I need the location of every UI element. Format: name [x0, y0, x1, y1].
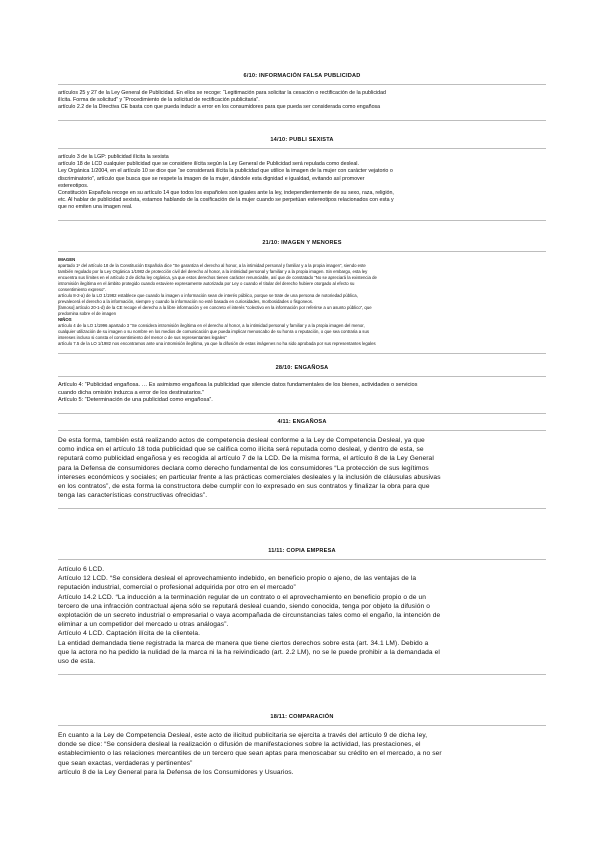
paragraph-line: artículo 4 de la LO 1/1996 apartado 3 “Se considera intromisión ilegítima en el derecho al honor, a la intimidad personal y familiar y a la propia imagen del menor, [58, 323, 365, 328]
paragraph-line: consentimiento expreso”. [58, 287, 107, 292]
paragraph-line: en los contratos”, de esta forma la constructora debe cumplir con lo expresado en sus contratos y finalizar la obra para que [58, 483, 430, 491]
paragraph-line: que la actora no ha pedido la nulidad de la marca ni la ha reivindicado (art. 2.2 LM), no se le puede prohibir a la demandada el [58, 648, 440, 656]
section-title: 21/10: IMAGEN Y MENORES [262, 240, 342, 246]
paragraph-line: discriminatorio”, artículo que busca que se respete la imagen de la mujer, dándole esta dignidad e igualdad, evitando así promover [58, 175, 365, 182]
divider [58, 376, 546, 377]
section-title: 28/10: ENGAÑOSA [275, 365, 329, 371]
section-comparacion [58, 714, 546, 777]
section-body [58, 257, 546, 347]
divider [58, 559, 546, 560]
section-title: 18/11: COMPARACIÓN [270, 714, 334, 720]
paragraph-line: intereses incluso si consta el consentimiento del menor o de sus representantes legales” [58, 335, 227, 340]
divider [58, 251, 546, 252]
paragraph-line: artículo 18 de LCD cualquier publicidad que se considere ilícita según la Ley General de Publicidad será repulada como desleal. [58, 161, 359, 168]
divider [58, 220, 546, 221]
divider [58, 508, 546, 509]
section-informacion-falsa [58, 73, 546, 121]
paragraph-line: para la Defensa de consumidores declara como derecho fundamental de los consumidores “La protección de sus legítimos [58, 464, 429, 472]
divider [58, 84, 546, 85]
paragraph-line: Artículo 4: “Publicidad engañosa. … Es asimismo engañosa la publicidad que silencie datos fundamentales de los bienes, actividades o servicios [58, 382, 418, 388]
paragraph-line: etc. Al hablar de publicidad sexista, estamos hablando de la cosificación de la mujer cuando se perpetúan estereotipos relacionados con esta y [58, 197, 394, 204]
paragraph-line: Artículo 4 LCD. Captación ilícita de la clientela. [58, 630, 201, 638]
paragraph-line: artículo 3 de la LGP: publicidad ilícita la sexista [58, 154, 169, 160]
paragraph-line: De esta forma, también está realizando actos de competencia desleal conforme a la Ley de Competencia Desleal, ya que [58, 437, 425, 444]
paragraph-line: tenga las características constructivas ofrecidas”. [58, 492, 208, 500]
subheading-imagen: IMAGEN [58, 257, 76, 262]
paragraph-line: Artículo 12 LCD. “Se considera desleal el aprovechamiento indebido, en beneficio propio o ajeno, de las ventajas de la [58, 575, 417, 583]
section-body [58, 382, 546, 405]
subheading-ninos: NIÑOS [58, 317, 72, 322]
paragraph-line: encuentra sus límites en el artículo 2 de dicha ley orgánica, ya que estos derechos tienen carácter renunciable, así que de constatado “No se apreciará la existencia de [58, 275, 377, 280]
paragraph-line: explotación de un secreto industrial o empresarial o vaya acompañada de circunstancias tales como el engaño, la intención de [58, 612, 441, 620]
divider [58, 120, 546, 121]
paragraph-line: artículo 8 de la Ley General para la Defensa de los Consumidores y Usuarios. [58, 768, 294, 776]
paragraph-line: uso de esta. [58, 658, 96, 666]
divider [58, 148, 546, 149]
paragraph-line: Artículo 5: “Determinación de una publicidad como engañosa”. [58, 397, 213, 404]
paragraph-line: artículo 2.2 de la Directiva CE basta con que pueda inducir a error en los consumidores para que pueda ser considerada como engañosa [58, 104, 381, 111]
section-enganosa-0411 [58, 419, 546, 509]
section-body [58, 154, 546, 212]
paragraph-line: intereses económicos y sociales; en particular frente a las prácticas comerciales desleales y la inclusión de cláusulas abusivas [58, 473, 441, 481]
paragraph-line: donde se dice: “Se considera desleal la realización o difusión de manifestaciones sobre la actividad, las prestaciones, el [58, 741, 421, 749]
paragraph-line: Artículo 6 LCD. [58, 566, 105, 573]
section-title: 6/10: INFORMACIÓN FALSA PUBLICIDAD [243, 73, 361, 79]
section-title: 11/11: COPIA EMPRESA [268, 548, 336, 554]
section-imagen-menores [58, 240, 546, 354]
paragraph-line: como indica en el artículo 18 toda publicidad que se califica como ilícita será reputada como desleal, y dentro de esta, se [58, 446, 424, 454]
paragraph-line: predomina sobre el de imagen [58, 311, 117, 316]
paragraph-line: La entidad demandada tiene registrada la marca de manera que tiene ciertos derechos sobre esta (art. 34.1 LM). Debido a [58, 639, 429, 647]
paragraph-line: cualquier utilización de su imagen o su nombre en los medios de comunicación que pueda implicar menoscabo de su honra o reputación, o que sea contraria a sus [58, 329, 369, 334]
paragraph-line: tercero de una infracción contractual ajena sólo se reputará desleal cuando, siendo conocida, tenga por objeto la difusión o [58, 602, 430, 610]
paragraph-line: apartado 1º del artículo 18 de la Constitución Española dice “Se garantiza el derecho al honor, a la intimidad personal y familiar y a la propia imagen”, siendo este [58, 263, 366, 268]
paragraph-line: artículos 25 y 27 de la Ley General de Publicidad. En ellos se recoge: “Legitimación para solicitar la cesación o rectificación de la publicidad [58, 90, 387, 96]
paragraph-line: Ley Orgánica 1/2004, en el artículo 10 se dice que “se considerará ilícita la publicidad que utilice la imagen de la mujer con carácter vejatorio o [58, 168, 393, 175]
paragraph-line: Constitución Española recoge en su artículo 14 que todos los españoles son iguales ante la ley, independientemente de su sexo, raza, religión, [58, 190, 394, 197]
paragraph-line: cuando dicha omisión induzca a error de los destinatarios.” [58, 389, 205, 396]
paragraph-line: que sean exactas, verdaderas y pertinentes” [58, 759, 193, 767]
section-body [58, 565, 546, 666]
paragraph-line: [famoso] artículo 20-1-d) de la CE recoge el derecho a la libre información y en concreto el interés “colectivo en la información por referirse a un asunto público”, que [58, 305, 372, 310]
section-enganosa-2810 [58, 365, 546, 414]
paragraph-line: intromisión ilegítima en el ámbito protegido cuando estuviere expresamente autorizada por Ley o cuando el titular del derecho hubiere otorgado al efecto su [58, 281, 355, 286]
paragraph-line: Artículo 14.2 LCD. “La inducción a la terminación regular de un contrato o el aprovechamiento en beneficio propio o de un [58, 593, 427, 601]
section-copia-empresa [58, 548, 546, 675]
section-body [58, 90, 546, 112]
paragraph-line: reputación industrial, comercial o profesional adquirida por otro en el mercado” [58, 584, 296, 592]
section-body [58, 436, 546, 500]
section-publi-sexista [58, 137, 546, 221]
paragraph-line: que no emiten una imagen real. [58, 204, 133, 211]
paragraph-line: artículo 8-2-a) de la LO 1/1982 establece que cuando la imagen o información sean de interés público, porque se trate de una persona de notoriedad pública, [58, 293, 358, 298]
paragraph-line: también regulado por la Ley Orgánica 1/1982 de protección civil del derecho al honor, a la intimidad personal y familiar y a la propia imagen. Sin embargo, esta ley [58, 269, 368, 274]
divider [58, 430, 546, 431]
paragraph-line: establecimiento o las relaciones mercantiles de un tercero que sean aptas para menoscabar su crédito en el mercado, a no ser [58, 750, 442, 758]
paragraph-line: reputará como publicidad engañosa y es recogida al artículo 7 de la LCD. De la misma forma, el artículo 8 de la Ley General [58, 455, 434, 463]
paragraph-line: En cuanto a la Ley de Competencia Desleal, este acto de ilicitud publicitaria se ejercita a través del artículo 9 de dicha ley, [58, 732, 428, 739]
paragraph-line: ilícita. Forma de solicitud” y “Procedimiento de la solicitud de rectificación publicitaria”. [58, 97, 260, 104]
paragraph-line: artículo 7.5 de la LO 1/1982 nos encontramos ante una intromisión ilegítima, ya que la difusión de estas imágenes no ha sido aprobada por sus representantes legales [58, 341, 376, 346]
section-body [58, 731, 546, 777]
divider [58, 674, 546, 675]
divider [58, 725, 546, 726]
paragraph-line: prevalecerá el derecho a la información, siempre y cuando la información no esté basada en curiosidades, morbosidades o fisgoneos. [58, 299, 314, 304]
divider [58, 413, 546, 414]
section-title: 4/11: ENGAÑOSA [277, 419, 327, 425]
divider [58, 353, 546, 354]
paragraph-line: estereotipos. [58, 182, 89, 189]
section-title: 14/10: PUBLI SEXISTA [270, 137, 334, 143]
paragraph-line: eliminar a un competidor del mercado u otras análogas”. [58, 621, 229, 629]
